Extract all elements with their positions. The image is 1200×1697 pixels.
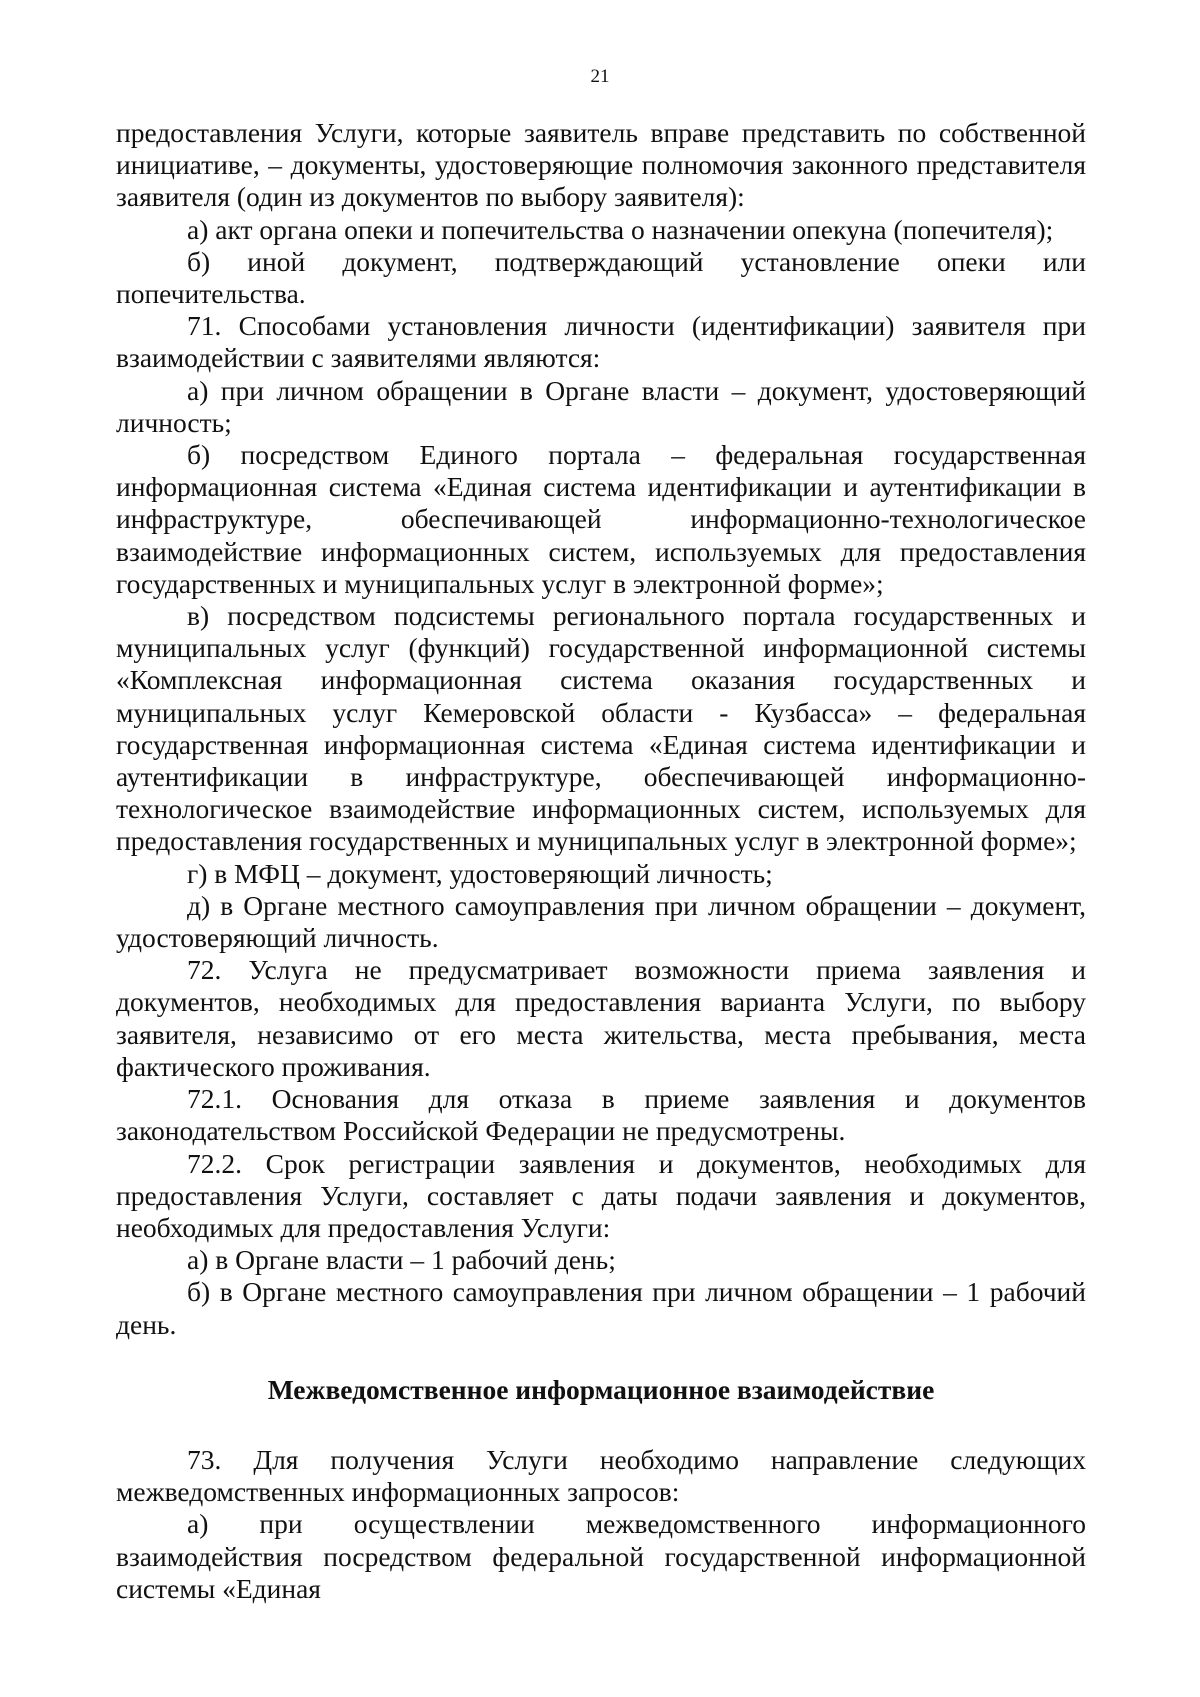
paragraph: б) в Органе местного самоуправления при личном обращении – 1 рабочий день. [116, 1276, 1086, 1340]
paragraph: а) при личном обращении в Органе власти – документ, удостоверяющий личность; [116, 374, 1086, 438]
paragraph: б) посредством Единого портала – федеральная государственная информационная система «Единая система идентификации и аутентификации в инфраструктуре, обеспечивающей информационно-технологическое взаимодействие информационных систем, используемых для предоставления государственных и муниципальных услуг в электронной форме»; [116, 439, 1086, 599]
paragraph: 71. Способами установления личности (идентификации) заявителя при взаимодействии с заявителями являются: [116, 310, 1086, 374]
paragraph: д) в Органе местного самоуправления при личном обращении – документ, удостоверяющий личность. [116, 889, 1086, 954]
paragraph: а) акт органа опеки и попечительства о назначении опекуна (попечителя); [187, 213, 1054, 245]
paragraph: г) в МФЦ – документ, удостоверяющий личность; [187, 857, 773, 889]
paragraph: 72.1. Основания для отказа в приеме заявления и документов законодательством Российской Федерации не предусмотрены. [116, 1083, 1086, 1147]
paragraph: 73. Для получения Услуги необходимо направление следующих межведомственных информационных запросов: [116, 1444, 1086, 1508]
page-number: 21 [590, 66, 610, 87]
paragraph: а) при осуществлении межведомственного информационного взаимодействия посредством федеральной государственной информационной системы «Единая [116, 1508, 1086, 1604]
section-heading-wrap [116, 1374, 1086, 1406]
paragraph: в) посредством подсистемы регионального портала государственных и муниципальных услуг (функций) государственной информационной системы «Комплексная информационная система оказания государственных и муниципальных услуг Кемеровской области - Кузбасса» – федеральная государственная информационная система «Единая система идентификации и аутентификации в инфраструктуре, обеспечивающей информационно-технологическое взаимодействие информационных систем, используемых для предоставления государственных и муниципальных услуг в электронной форме»; [116, 600, 1086, 857]
body-text-continued [116, 1444, 1086, 1605]
paragraph: 72. Услуга не предусматривает возможности приема заявления и документов, необходимых для предоставления варианта Услуги, по выбору заявителя, независимо от его места жительства, места пребывания, места фактического проживания. [116, 954, 1086, 1082]
paragraph: предоставления Услуги, которые заявитель вправе представить по собственной инициативе, – документы, удостоверяющие полномочия законного представителя заявителя (один из документов по выбору заявителя): [116, 117, 1086, 213]
section-heading: Межведомственное информационное взаимодействие [267, 1374, 935, 1405]
paragraph: а) в Органе власти – 1 рабочий день; [187, 1244, 616, 1276]
paragraph: б) иной документ, подтверждающий установление опеки или попечительства. [116, 245, 1086, 310]
body-text [116, 117, 1086, 1341]
paragraph: 72.2. Срок регистрации заявления и документов, необходимых для предоставления Услуги, составляет с даты подачи заявления и документов, необходимых для предоставления Услуги: [116, 1147, 1086, 1243]
